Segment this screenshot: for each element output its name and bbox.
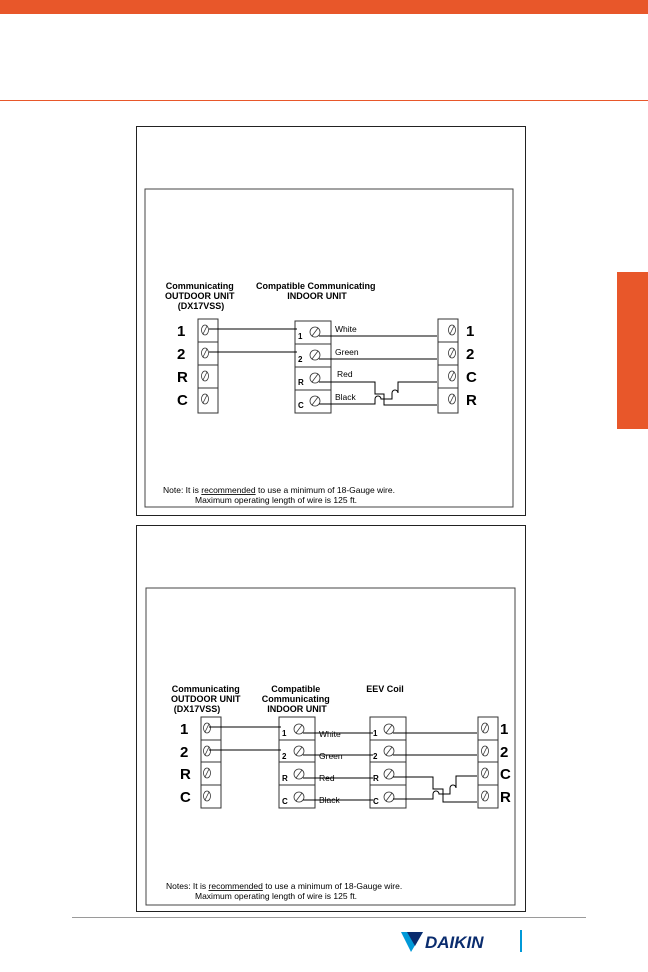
svg-text:Red: Red — [319, 773, 335, 783]
svg-text:2: 2 — [282, 752, 287, 761]
svg-text:2: 2 — [500, 744, 509, 761]
svg-text:2: 2 — [177, 346, 186, 363]
outdoor-unit-label: Communicating OUTDOOR UNIT (DX17VSS) — [164, 281, 235, 311]
svg-text:Red: Red — [337, 369, 353, 379]
wiring-panel-2 — [136, 525, 526, 912]
svg-text:R: R — [177, 369, 188, 386]
wiring-panel-1 — [136, 126, 526, 516]
svg-text:C: C — [500, 766, 511, 783]
svg-text:Green: Green — [335, 347, 359, 357]
svg-text:2: 2 — [466, 346, 475, 363]
svg-text:1: 1 — [373, 729, 378, 738]
note-2-line1: Notes: It is recommended to use a minimum of 18-Gauge wire. — [166, 881, 403, 891]
svg-text:1: 1 — [180, 721, 189, 738]
header-rule — [0, 100, 648, 101]
svg-text:R: R — [180, 766, 191, 783]
thermostat-terminal-labels — [500, 721, 511, 806]
eev-coil-label: EEV Coil — [366, 684, 404, 694]
thermostat-terminal-block — [478, 717, 498, 808]
svg-text:White: White — [335, 324, 357, 334]
outdoor-terminal-block — [198, 319, 218, 413]
svg-text:2: 2 — [298, 355, 303, 364]
daikin-logo — [401, 928, 531, 954]
footer-rule — [72, 917, 586, 918]
svg-text:1: 1 — [298, 332, 303, 341]
svg-text:R: R — [298, 378, 304, 387]
svg-text:C: C — [282, 797, 288, 806]
svg-text:1: 1 — [466, 323, 475, 340]
svg-text:C: C — [466, 369, 477, 386]
svg-text:R: R — [282, 774, 288, 783]
svg-text:1: 1 — [282, 729, 287, 738]
outdoor-terminal-labels — [177, 323, 188, 409]
svg-text:C: C — [177, 392, 188, 409]
indoor-terminal-block — [295, 321, 331, 413]
wiring-diagram-2 — [137, 526, 525, 911]
svg-text:2: 2 — [373, 752, 378, 761]
outdoor-unit-label: Communicating OUTDOOR UNIT (DX17VSS) — [170, 684, 241, 714]
svg-text:1: 1 — [177, 323, 186, 340]
top-accent-bar — [0, 0, 648, 14]
svg-text:Green: Green — [319, 751, 343, 761]
svg-text:Black: Black — [335, 392, 356, 402]
daikin-logo-mark — [401, 928, 531, 954]
note-1-line2: Maximum operating length of wire is 125 ft. — [195, 495, 358, 505]
side-section-tab — [617, 272, 648, 429]
thermostat-terminal-labels — [466, 323, 477, 409]
svg-text:C: C — [373, 797, 379, 806]
thermostat-terminal-block — [438, 319, 458, 413]
indoor-unit-label: Compatible Communicating INDOOR UNIT — [261, 684, 330, 714]
svg-text:2: 2 — [180, 744, 189, 761]
svg-text:1: 1 — [500, 721, 509, 738]
svg-text:R: R — [373, 774, 379, 783]
wires-2 — [209, 727, 477, 802]
svg-text:C: C — [180, 789, 191, 806]
wire-labels-2 — [319, 729, 343, 805]
eev-coil-terminal-block — [370, 717, 406, 808]
indoor-unit-label: Compatible Communicating INDOOR UNIT — [255, 281, 376, 301]
note-2-line2: Maximum operating length of wire is 125 ft. — [195, 891, 358, 901]
indoor-terminal-block — [279, 717, 315, 808]
svg-text:Black: Black — [319, 795, 340, 805]
note-1-line1: Note: It is recommended to use a minimum of 18-Gauge wire. — [163, 485, 395, 495]
outdoor-terminal-block — [201, 717, 221, 808]
svg-text:White: White — [319, 729, 341, 739]
svg-text:R: R — [500, 789, 511, 806]
outdoor-terminal-labels — [180, 721, 191, 806]
wiring-diagram-1 — [137, 127, 525, 515]
svg-text:R: R — [466, 392, 477, 409]
svg-text:DAIKIN: DAIKIN — [425, 933, 484, 952]
svg-text:C: C — [298, 401, 304, 410]
